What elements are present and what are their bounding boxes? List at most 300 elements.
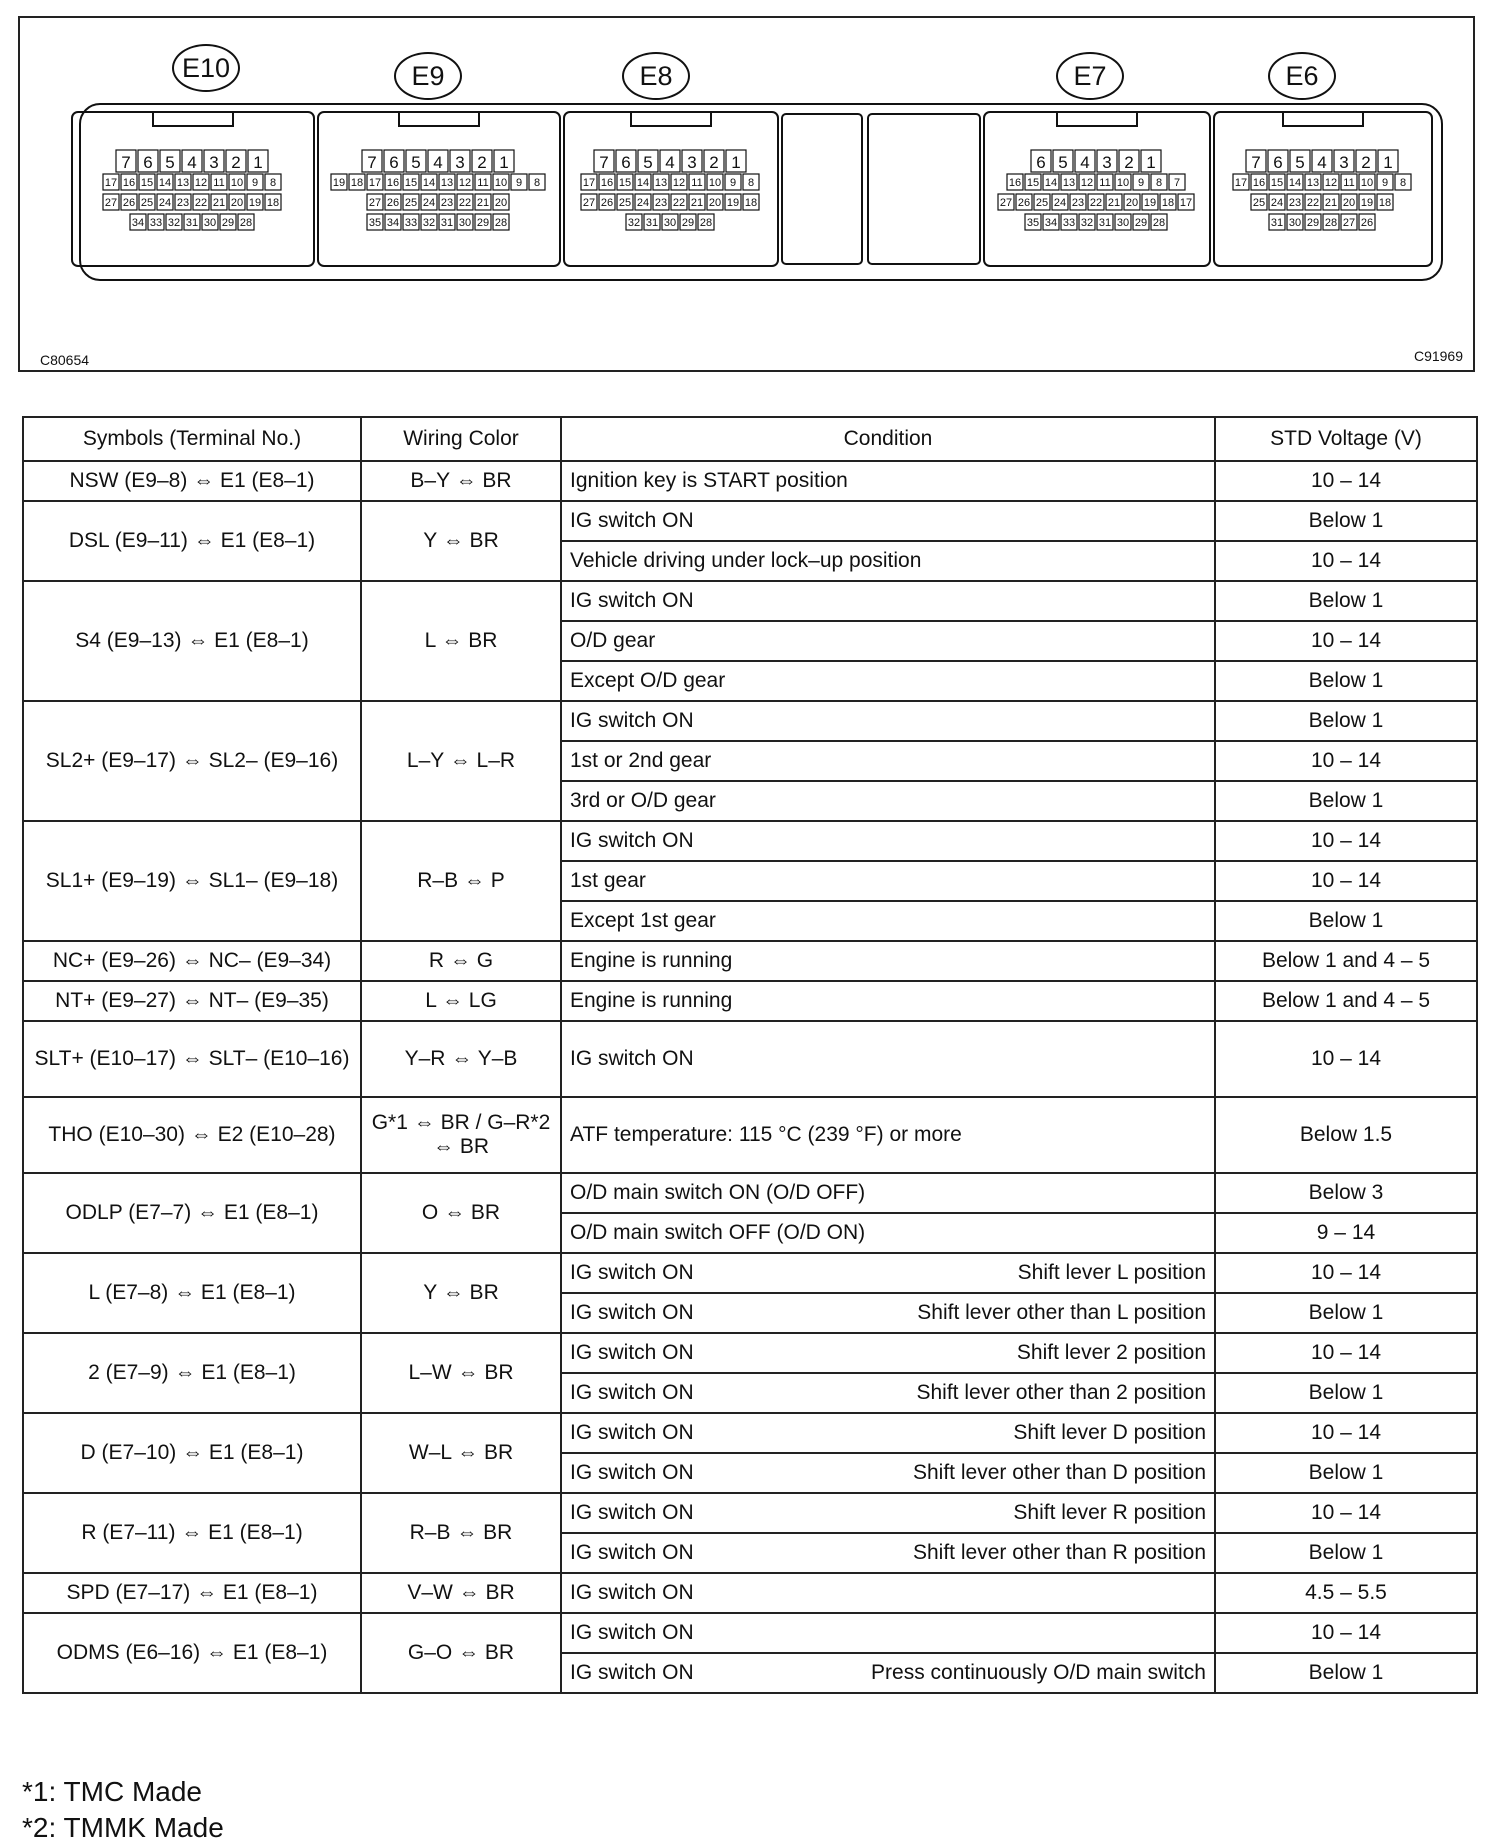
table-row bbox=[23, 1493, 1477, 1533]
condition-text: IG switch ON bbox=[570, 1501, 694, 1524]
cell-std-voltage: 10 – 14 bbox=[1215, 821, 1477, 861]
pin-number: 5 bbox=[411, 153, 421, 172]
pin-number: 3 bbox=[455, 153, 465, 172]
table-header-row bbox=[23, 417, 1477, 461]
blank-block bbox=[868, 114, 980, 264]
cell-symbol: NSW (E9–8) ⇔ E1 (E8–1) bbox=[23, 461, 361, 501]
pin-number: 23 bbox=[440, 197, 454, 209]
cell-std-voltage: Below 1 bbox=[1215, 901, 1477, 941]
pin-number: 25 bbox=[1035, 197, 1049, 209]
pin-number: 3 bbox=[1102, 153, 1112, 172]
connector-latch bbox=[153, 112, 233, 126]
pin-number: 21 bbox=[1324, 197, 1338, 209]
cell-symbol: L (E7–8) ⇔ E1 (E8–1) bbox=[23, 1253, 361, 1333]
cell-std-voltage: Below 1 bbox=[1215, 661, 1477, 701]
pin-number: 20 bbox=[708, 197, 722, 209]
condition-detail: Shift lever 2 position bbox=[1016, 1341, 1206, 1364]
cell-wiring-color: R–B ⇔ P bbox=[361, 821, 561, 941]
pin-number: 14 bbox=[636, 177, 650, 189]
pin-number: 17 bbox=[104, 177, 118, 189]
pin-number: 23 bbox=[1071, 197, 1085, 209]
connector-e9 bbox=[318, 112, 560, 266]
pin-number: 16 bbox=[600, 177, 614, 189]
cell-condition bbox=[561, 1253, 1215, 1293]
pin-number: 20 bbox=[1342, 197, 1356, 209]
table-row bbox=[23, 1413, 1477, 1453]
connector-e7 bbox=[984, 112, 1210, 266]
condition-detail: Shift lever D position bbox=[1013, 1421, 1206, 1444]
pin-number: 1 bbox=[731, 153, 741, 172]
cell-condition bbox=[561, 1413, 1215, 1453]
pin-number: 12 bbox=[194, 177, 208, 189]
pin-number: 18 bbox=[1378, 197, 1392, 209]
condition-text: IG switch ON bbox=[570, 829, 694, 852]
pin-number: 29 bbox=[476, 217, 490, 229]
connector-e10 bbox=[72, 112, 314, 266]
pin-number: 20 bbox=[1125, 197, 1139, 209]
pin-number: 32 bbox=[422, 217, 436, 229]
pin-number: 11 bbox=[1343, 177, 1355, 189]
connector-label-e6: E6 bbox=[1268, 52, 1336, 100]
condition-text: Ignition key is START position bbox=[570, 469, 848, 492]
pin-number: 13 bbox=[440, 177, 454, 189]
pin-number: 32 bbox=[167, 217, 181, 229]
pin-number: 2 bbox=[477, 153, 487, 172]
header-wiring-color: Wiring Color bbox=[361, 417, 561, 461]
pin-number: 4 bbox=[433, 153, 443, 172]
pin-number: 9 bbox=[251, 177, 259, 189]
cell-wiring-color: Y ⇔ BR bbox=[361, 1253, 561, 1333]
cell-condition bbox=[561, 901, 1215, 941]
pin-number: 18 bbox=[1161, 197, 1175, 209]
pin-number: 1 bbox=[1146, 153, 1156, 172]
pin-number: 31 bbox=[1270, 217, 1284, 229]
pin-number: 7 bbox=[1173, 177, 1181, 189]
cell-std-voltage: Below 1 bbox=[1215, 1653, 1477, 1693]
connector-label-e7: E7 bbox=[1056, 52, 1124, 100]
pin-number: 1 bbox=[253, 153, 263, 172]
header-std-voltage: STD Voltage (V) bbox=[1215, 417, 1477, 461]
pin-number: 10 bbox=[1360, 177, 1374, 189]
pin-number: 9 bbox=[729, 177, 737, 189]
footnote-1: *1: TMC Made bbox=[22, 1776, 202, 1807]
pin-number: 2 bbox=[709, 153, 719, 172]
cell-std-voltage: Below 1 bbox=[1215, 501, 1477, 541]
cell-std-voltage: Below 1 bbox=[1215, 1453, 1477, 1493]
pin-number: 21 bbox=[690, 197, 704, 209]
cell-condition bbox=[561, 1213, 1215, 1253]
pin-number: 17 bbox=[1234, 177, 1248, 189]
table-row bbox=[23, 1173, 1477, 1213]
cell-condition bbox=[561, 781, 1215, 821]
pin-number: 18 bbox=[350, 177, 364, 189]
pin-number: 15 bbox=[618, 177, 632, 189]
pin-number: 10 bbox=[708, 177, 722, 189]
pin-number: 20 bbox=[230, 197, 244, 209]
cell-std-voltage: Below 1.5 bbox=[1215, 1097, 1477, 1173]
pin-number: 10 bbox=[494, 177, 508, 189]
pin-number: 34 bbox=[1044, 217, 1058, 229]
condition-detail: Shift lever R position bbox=[1013, 1501, 1206, 1524]
pin-number: 27 bbox=[582, 197, 596, 209]
cell-std-voltage: Below 1 and 4 – 5 bbox=[1215, 941, 1477, 981]
cell-std-voltage: Below 1 bbox=[1215, 701, 1477, 741]
pin-number: 26 bbox=[122, 197, 136, 209]
pin-number: 6 bbox=[1273, 153, 1283, 172]
cell-condition bbox=[561, 1493, 1215, 1533]
pin-number: 14 bbox=[1288, 177, 1302, 189]
pin-number: 16 bbox=[386, 177, 400, 189]
condition-text: Except 1st gear bbox=[570, 909, 716, 932]
footnote-2: *2: TMMK Made bbox=[22, 1812, 224, 1843]
pin-number: 11 bbox=[1099, 177, 1111, 189]
cell-wiring-color: Y–R ⇔ Y–B bbox=[361, 1021, 561, 1097]
condition-text: O/D main switch OFF (O/D ON) bbox=[570, 1221, 866, 1244]
cell-condition bbox=[561, 861, 1215, 901]
pin-number: 4 bbox=[1080, 153, 1090, 172]
pin-number: 18 bbox=[744, 197, 758, 209]
pin-number: 33 bbox=[404, 217, 418, 229]
table-row bbox=[23, 1097, 1477, 1173]
pin-number: 29 bbox=[1134, 217, 1148, 229]
pin-number: 28 bbox=[699, 217, 713, 229]
cell-condition bbox=[561, 821, 1215, 861]
header-condition: Condition bbox=[561, 417, 1215, 461]
cell-symbol: 2 (E7–9) ⇔ E1 (E8–1) bbox=[23, 1333, 361, 1413]
cell-symbol: DSL (E9–11) ⇔ E1 (E8–1) bbox=[23, 501, 361, 581]
pin-number: 10 bbox=[1116, 177, 1130, 189]
pin-number: 3 bbox=[687, 153, 697, 172]
cell-symbol: S4 (E9–13) ⇔ E1 (E8–1) bbox=[23, 581, 361, 701]
table-row bbox=[23, 1613, 1477, 1653]
cell-symbol: SPD (E7–17) ⇔ E1 (E8–1) bbox=[23, 1573, 361, 1613]
pin-number: 19 bbox=[1143, 197, 1157, 209]
cell-condition bbox=[561, 981, 1215, 1021]
pin-number: 12 bbox=[458, 177, 472, 189]
pin-number: 29 bbox=[221, 217, 235, 229]
condition-detail: Shift lever other than R position bbox=[913, 1541, 1206, 1564]
condition-text: IG switch ON bbox=[570, 1047, 694, 1070]
pin-number: 4 bbox=[1317, 153, 1327, 172]
cell-condition bbox=[561, 461, 1215, 501]
connector-drawing bbox=[20, 18, 1473, 370]
cell-wiring-color: Y ⇔ BR bbox=[361, 501, 561, 581]
condition-text: IG switch ON bbox=[570, 1261, 694, 1284]
cell-condition bbox=[561, 1173, 1215, 1213]
connector-latch bbox=[1057, 112, 1137, 126]
condition-text: O/D gear bbox=[570, 629, 656, 652]
cell-symbol: ODMS (E6–16) ⇔ E1 (E8–1) bbox=[23, 1613, 361, 1693]
pin-number: 33 bbox=[1062, 217, 1076, 229]
cell-wiring-color: G*1 ⇔ BR / G–R*2 ⇔ BR bbox=[361, 1097, 561, 1173]
pin-number: 27 bbox=[999, 197, 1013, 209]
pin-number: 13 bbox=[1062, 177, 1076, 189]
cell-wiring-color: O ⇔ BR bbox=[361, 1173, 561, 1253]
cell-symbol: SL2+ (E9–17) ⇔ SL2– (E9–16) bbox=[23, 701, 361, 821]
condition-text: O/D main switch ON (O/D OFF) bbox=[570, 1181, 866, 1204]
cell-std-voltage: 10 – 14 bbox=[1215, 1253, 1477, 1293]
cell-std-voltage: Below 1 bbox=[1215, 1293, 1477, 1333]
pin-number: 30 bbox=[663, 217, 677, 229]
cell-condition bbox=[561, 1373, 1215, 1413]
pin-number: 33 bbox=[149, 217, 163, 229]
pin-number: 29 bbox=[1306, 217, 1320, 229]
cell-symbol: THO (E10–30) ⇔ E2 (E10–28) bbox=[23, 1097, 361, 1173]
table-row bbox=[23, 461, 1477, 501]
cell-std-voltage: Below 1 bbox=[1215, 781, 1477, 821]
pin-number: 6 bbox=[621, 153, 631, 172]
condition-detail: Shift lever other than D position bbox=[913, 1461, 1206, 1484]
connector-label-e9: E9 bbox=[394, 52, 462, 100]
table-row bbox=[23, 581, 1477, 621]
condition-text: IG switch ON bbox=[570, 1461, 694, 1484]
connector-latch bbox=[1283, 112, 1363, 126]
condition-detail: Shift lever other than L position bbox=[917, 1301, 1206, 1324]
pin-number: 5 bbox=[1295, 153, 1305, 172]
pin-number: 4 bbox=[187, 153, 197, 172]
condition-text: Engine is running bbox=[570, 949, 733, 972]
cell-symbol: NT+ (E9–27) ⇔ NT– (E9–35) bbox=[23, 981, 361, 1021]
pin-number: 19 bbox=[332, 177, 346, 189]
cell-wiring-color: R ⇔ G bbox=[361, 941, 561, 981]
condition-text: 3rd or O/D gear bbox=[570, 789, 716, 812]
pin-number: 19 bbox=[1360, 197, 1374, 209]
pin-number: 2 bbox=[1124, 153, 1134, 172]
cell-std-voltage: 10 – 14 bbox=[1215, 1021, 1477, 1097]
pin-number: 5 bbox=[1058, 153, 1068, 172]
pin-number: 5 bbox=[165, 153, 175, 172]
pin-number: 13 bbox=[654, 177, 668, 189]
pin-number: 30 bbox=[1116, 217, 1130, 229]
pin-number: 7 bbox=[367, 153, 377, 172]
condition-text: IG switch ON bbox=[570, 1341, 694, 1364]
cell-std-voltage: Below 1 bbox=[1215, 1373, 1477, 1413]
pin-number: 24 bbox=[1270, 197, 1284, 209]
pin-number: 12 bbox=[672, 177, 686, 189]
condition-text: IG switch ON bbox=[570, 1581, 694, 1604]
condition-text: IG switch ON bbox=[570, 1421, 694, 1444]
pin-number: 13 bbox=[1306, 177, 1320, 189]
condition-detail: Shift lever L position bbox=[1017, 1261, 1206, 1284]
pin-number: 35 bbox=[368, 217, 382, 229]
pin-number: 14 bbox=[422, 177, 436, 189]
pin-number: 5 bbox=[643, 153, 653, 172]
condition-text: IG switch ON bbox=[570, 1381, 694, 1404]
cell-wiring-color: V–W ⇔ BR bbox=[361, 1573, 561, 1613]
pin-number: 3 bbox=[1339, 153, 1349, 172]
blank-block bbox=[782, 114, 862, 264]
pin-number: 32 bbox=[627, 217, 641, 229]
table-row bbox=[23, 1253, 1477, 1293]
figure-code-left: C80654 bbox=[40, 352, 90, 368]
pin-number: 30 bbox=[1288, 217, 1302, 229]
condition-detail: Shift lever other than 2 position bbox=[916, 1381, 1206, 1404]
connector-label-e8: E8 bbox=[622, 52, 690, 100]
pin-number: 7 bbox=[1251, 153, 1261, 172]
pin-number: 24 bbox=[158, 197, 172, 209]
pin-number: 15 bbox=[140, 177, 154, 189]
cell-std-voltage: Below 1 bbox=[1215, 1533, 1477, 1573]
cell-std-voltage: 10 – 14 bbox=[1215, 621, 1477, 661]
condition-detail: Press continuously O/D main switch bbox=[871, 1661, 1206, 1684]
pin-number: 27 bbox=[1342, 217, 1356, 229]
cell-condition bbox=[561, 541, 1215, 581]
pin-number: 22 bbox=[1089, 197, 1103, 209]
cell-symbol: NC+ (E9–26) ⇔ NC– (E9–34) bbox=[23, 941, 361, 981]
pin-number: 19 bbox=[248, 197, 262, 209]
pin-number: 17 bbox=[1179, 197, 1193, 209]
pin-number: 28 bbox=[494, 217, 508, 229]
condition-text: IG switch ON bbox=[570, 1301, 694, 1324]
pin-number: 28 bbox=[1324, 217, 1338, 229]
cell-condition bbox=[561, 1333, 1215, 1373]
cell-std-voltage: Below 1 and 4 – 5 bbox=[1215, 981, 1477, 1021]
cell-std-voltage: 10 – 14 bbox=[1215, 1493, 1477, 1533]
pin-number: 25 bbox=[618, 197, 632, 209]
header-symbols: Symbols (Terminal No.) bbox=[23, 417, 361, 461]
pin-number: 11 bbox=[213, 177, 225, 189]
pin-number: 14 bbox=[158, 177, 172, 189]
pin-number: 31 bbox=[185, 217, 199, 229]
cell-condition bbox=[561, 1293, 1215, 1333]
pin-number: 21 bbox=[1107, 197, 1121, 209]
pin-number: 3 bbox=[209, 153, 219, 172]
pin-number: 15 bbox=[1270, 177, 1284, 189]
pin-number: 21 bbox=[476, 197, 490, 209]
pin-number: 15 bbox=[404, 177, 418, 189]
cell-symbol: R (E7–11) ⇔ E1 (E8–1) bbox=[23, 1493, 361, 1573]
cell-wiring-color: R–B ⇔ BR bbox=[361, 1493, 561, 1573]
cell-std-voltage: Below 1 bbox=[1215, 581, 1477, 621]
cell-wiring-color: G–O ⇔ BR bbox=[361, 1613, 561, 1693]
condition-text: Except O/D gear bbox=[570, 669, 726, 692]
cell-std-voltage: 10 – 14 bbox=[1215, 541, 1477, 581]
pin-number: 4 bbox=[665, 153, 675, 172]
cell-condition bbox=[561, 1653, 1215, 1693]
pin-number: 2 bbox=[231, 153, 241, 172]
cell-condition bbox=[561, 1097, 1215, 1173]
cell-condition bbox=[561, 581, 1215, 621]
condition-text: 1st or 2nd gear bbox=[570, 749, 712, 772]
pin-number: 9 bbox=[515, 177, 523, 189]
pin-number: 16 bbox=[1252, 177, 1266, 189]
pin-number: 29 bbox=[681, 217, 695, 229]
pin-number: 8 bbox=[533, 177, 541, 189]
pin-number: 6 bbox=[1036, 153, 1046, 172]
table-row bbox=[23, 1333, 1477, 1373]
condition-text: 1st gear bbox=[570, 869, 646, 892]
pin-number: 7 bbox=[121, 153, 131, 172]
pin-number: 20 bbox=[494, 197, 508, 209]
condition-text: IG switch ON bbox=[570, 1621, 694, 1644]
cell-symbol: SLT+ (E10–17) ⇔ SLT– (E10–16) bbox=[23, 1021, 361, 1097]
pin-number: 6 bbox=[143, 153, 153, 172]
pin-number: 25 bbox=[1252, 197, 1266, 209]
cell-condition bbox=[561, 1533, 1215, 1573]
connector-label-e10: E10 bbox=[172, 44, 240, 92]
pin-number: 16 bbox=[1008, 177, 1022, 189]
cell-condition bbox=[561, 501, 1215, 541]
pin-number: 27 bbox=[104, 197, 118, 209]
pin-number: 34 bbox=[386, 217, 400, 229]
condition-text: ATF temperature: 115 °C (239 °F) or more bbox=[570, 1123, 962, 1146]
connector-e6 bbox=[1214, 112, 1432, 266]
pin-number: 35 bbox=[1026, 217, 1040, 229]
cell-symbol: D (E7–10) ⇔ E1 (E8–1) bbox=[23, 1413, 361, 1493]
table-row bbox=[23, 1573, 1477, 1613]
condition-text: Vehicle driving under lock–up position bbox=[570, 549, 922, 572]
pin-number: 34 bbox=[131, 217, 145, 229]
pin-number: 30 bbox=[203, 217, 217, 229]
pin-number: 26 bbox=[600, 197, 614, 209]
pin-number: 8 bbox=[1399, 177, 1407, 189]
pin-number: 9 bbox=[1381, 177, 1389, 189]
pin-number: 12 bbox=[1324, 177, 1338, 189]
pin-number: 27 bbox=[368, 197, 382, 209]
cell-condition bbox=[561, 1453, 1215, 1493]
cell-symbol: ODLP (E7–7) ⇔ E1 (E8–1) bbox=[23, 1173, 361, 1253]
cell-std-voltage: 10 – 14 bbox=[1215, 741, 1477, 781]
pin-number: 7 bbox=[599, 153, 609, 172]
cell-symbol: SL1+ (E9–19) ⇔ SL1– (E9–18) bbox=[23, 821, 361, 941]
cell-wiring-color: L ⇔ BR bbox=[361, 581, 561, 701]
pin-number: 1 bbox=[1383, 153, 1393, 172]
cell-std-voltage: 10 – 14 bbox=[1215, 461, 1477, 501]
cell-condition bbox=[561, 1613, 1215, 1653]
pin-number: 26 bbox=[1360, 217, 1374, 229]
pin-number: 1 bbox=[499, 153, 509, 172]
cell-wiring-color: L–Y ⇔ L–R bbox=[361, 701, 561, 821]
pin-number: 23 bbox=[1288, 197, 1302, 209]
pin-number: 8 bbox=[747, 177, 755, 189]
cell-condition bbox=[561, 661, 1215, 701]
condition-text: Engine is running bbox=[570, 989, 733, 1012]
pin-number: 16 bbox=[122, 177, 136, 189]
pin-number: 25 bbox=[140, 197, 154, 209]
pin-number: 8 bbox=[269, 177, 277, 189]
pin-number: 14 bbox=[1044, 177, 1058, 189]
table-row bbox=[23, 501, 1477, 541]
pin-number: 17 bbox=[582, 177, 596, 189]
connector-latch bbox=[399, 112, 479, 126]
pin-number: 31 bbox=[1098, 217, 1112, 229]
condition-text: IG switch ON bbox=[570, 509, 694, 532]
pin-number: 22 bbox=[458, 197, 472, 209]
pin-number: 15 bbox=[1026, 177, 1040, 189]
pin-number: 30 bbox=[458, 217, 472, 229]
cell-std-voltage: 10 – 14 bbox=[1215, 861, 1477, 901]
figure-code-right: C91969 bbox=[1413, 348, 1463, 364]
pin-number: 23 bbox=[654, 197, 668, 209]
cell-condition bbox=[561, 741, 1215, 781]
condition-text: IG switch ON bbox=[570, 709, 694, 732]
pin-number: 9 bbox=[1137, 177, 1145, 189]
pin-number: 28 bbox=[239, 217, 253, 229]
pin-number: 17 bbox=[368, 177, 382, 189]
pin-number: 22 bbox=[672, 197, 686, 209]
pin-number: 24 bbox=[636, 197, 650, 209]
pin-number: 23 bbox=[176, 197, 190, 209]
connector-e8 bbox=[564, 112, 778, 266]
table-row bbox=[23, 941, 1477, 981]
pin-number: 11 bbox=[477, 177, 489, 189]
cell-condition bbox=[561, 701, 1215, 741]
cell-std-voltage: 4.5 – 5.5 bbox=[1215, 1573, 1477, 1613]
pin-number: 26 bbox=[1017, 197, 1031, 209]
cell-std-voltage: 10 – 14 bbox=[1215, 1613, 1477, 1653]
pin-number: 8 bbox=[1155, 177, 1163, 189]
data-table bbox=[22, 416, 1478, 1694]
